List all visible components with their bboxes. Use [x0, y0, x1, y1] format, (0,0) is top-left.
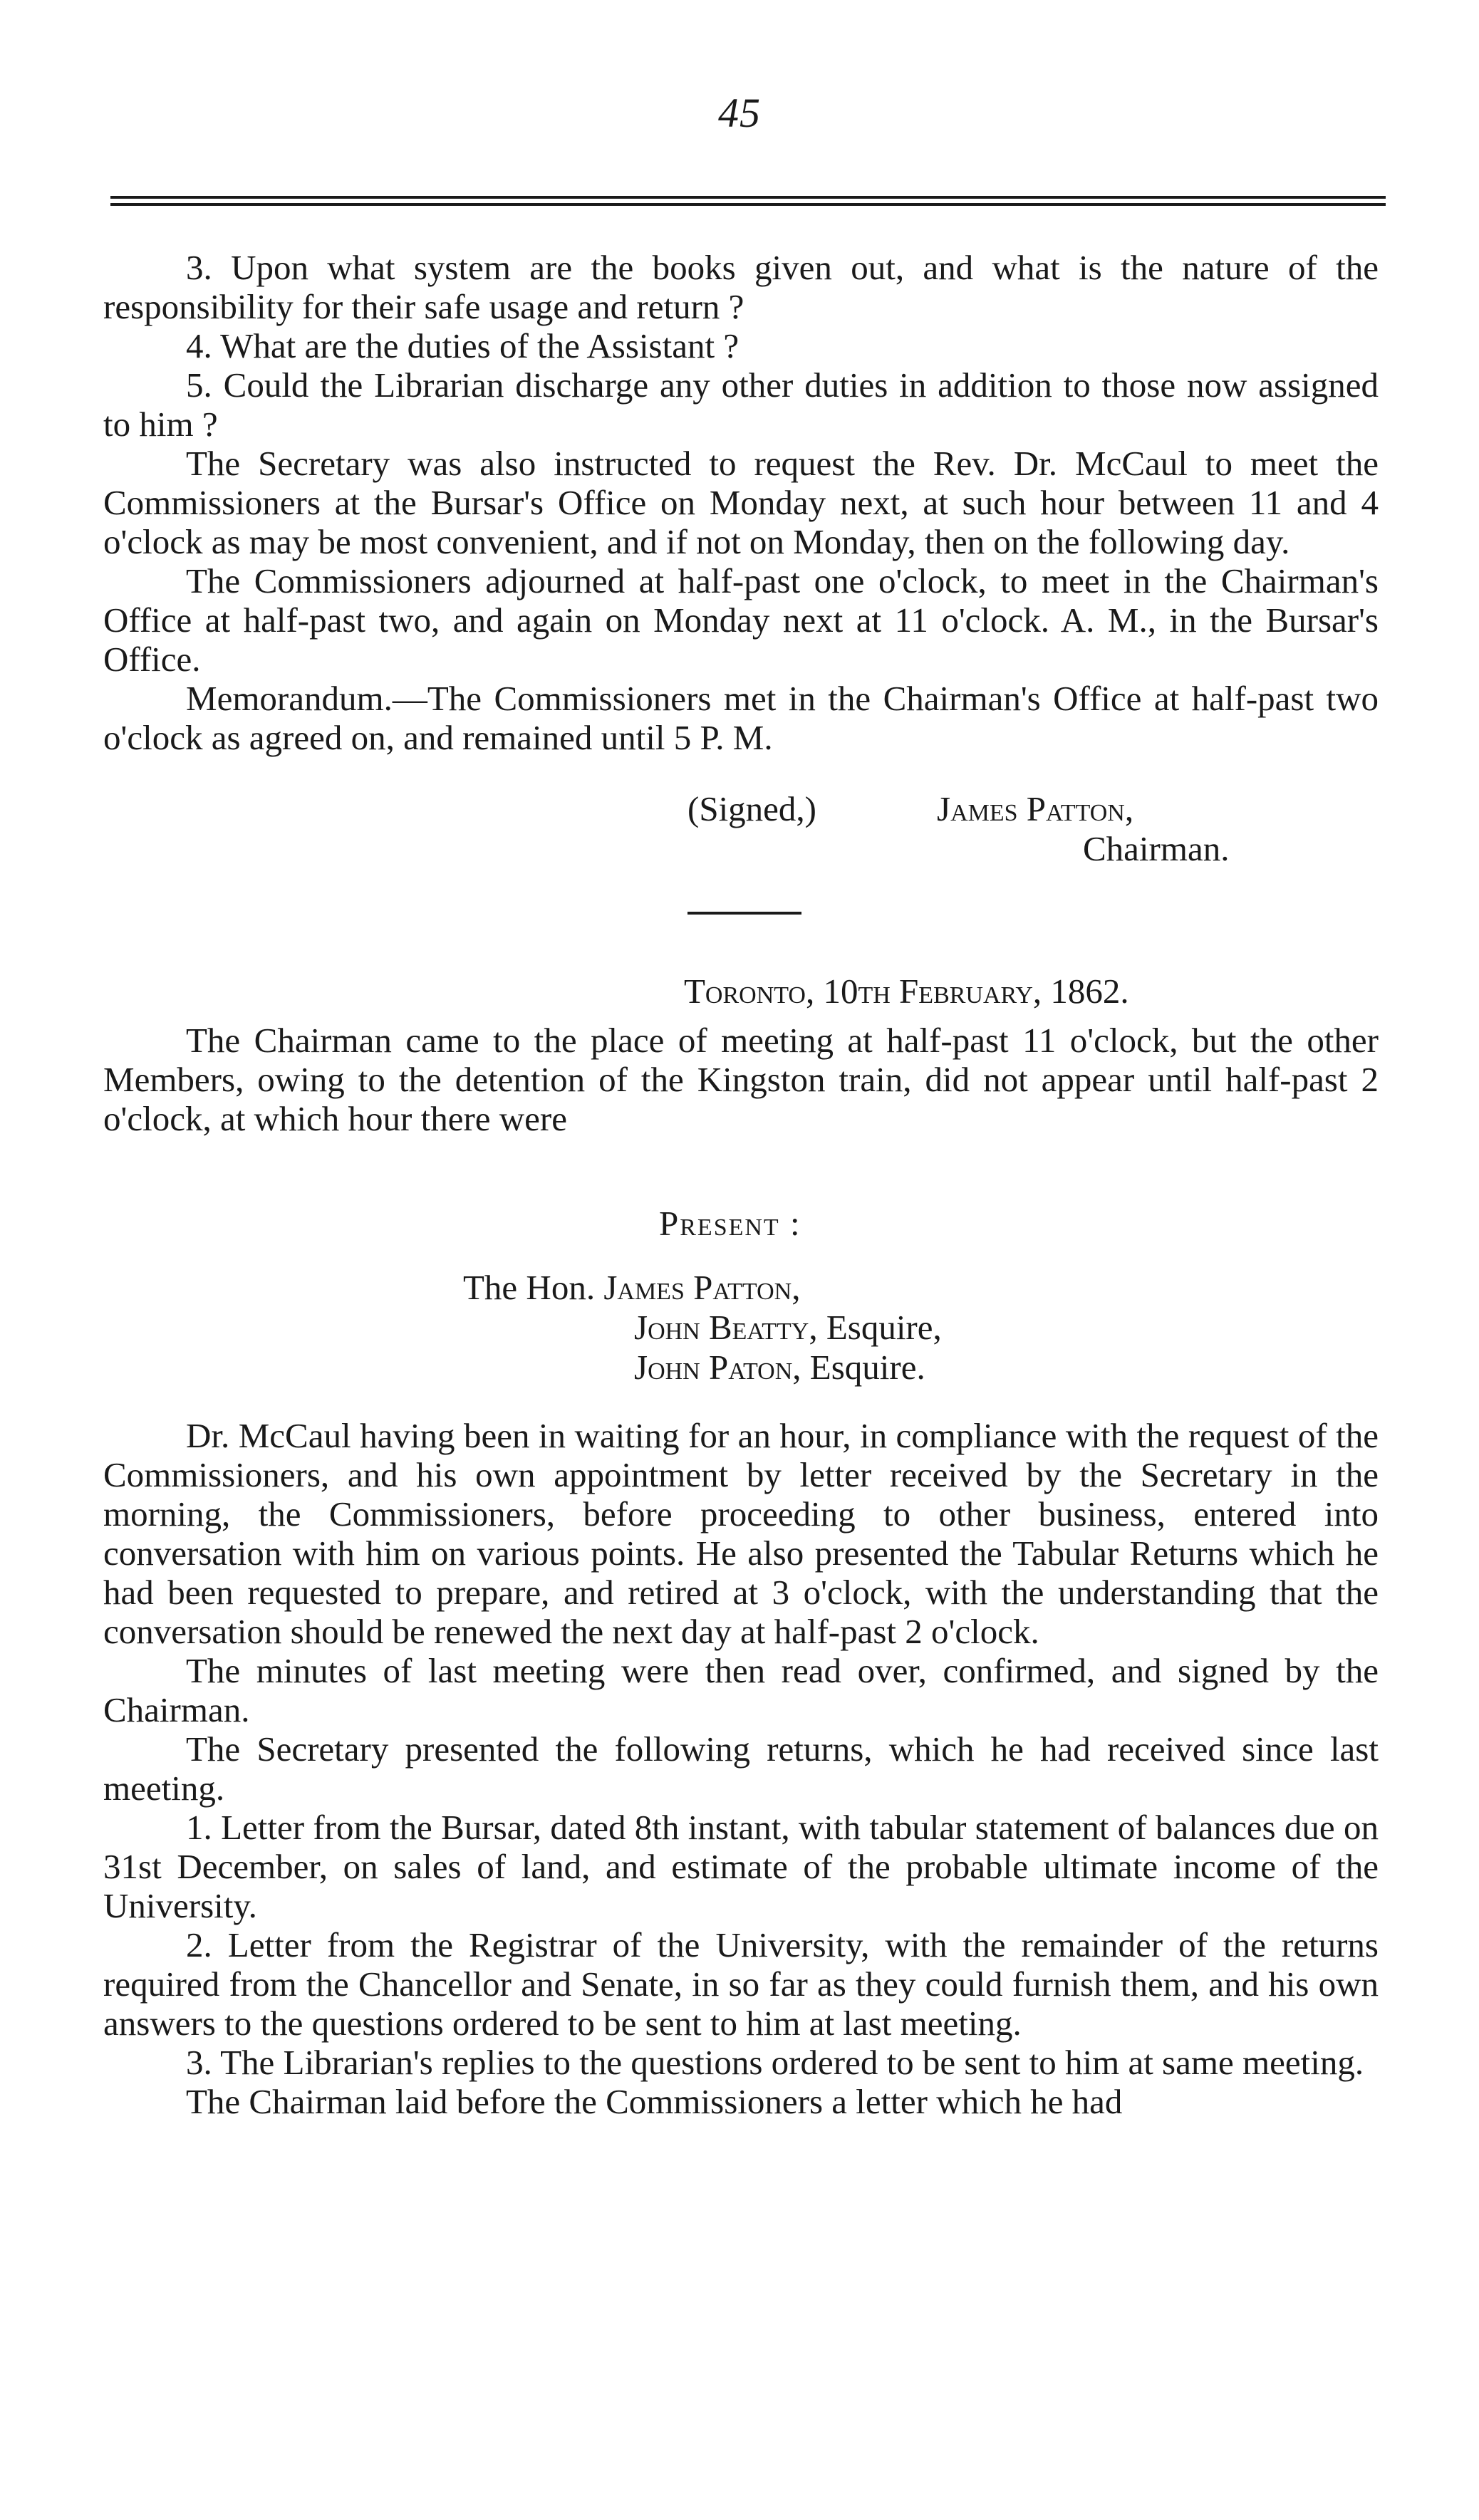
- paragraph-question-3: 3. Upon what system are the books given out, and what is the nature of the responsibility for their safe usage and return ?: [103, 248, 1379, 326]
- member-name: James Patton: [603, 1268, 792, 1307]
- member-suffix: , Esquire,: [809, 1308, 942, 1347]
- paragraph-minutes: The minutes of last meeting were then read over, confirmed, and signed by the Chairman.: [103, 1651, 1379, 1729]
- signed-label: (Signed,): [687, 789, 816, 828]
- paragraph-secretary-instruction: The Secretary was also instructed to request the Rev. Dr. McCaul to meet the Commissioners at the Bursar's Office on Monday next, at such hour between 11 and 4 o'clock as may be most convenient, and if not on Monday, then on the following day.: [103, 444, 1379, 561]
- body-text: [103, 248, 1379, 2121]
- section-divider: [687, 912, 801, 915]
- page-number: 45: [718, 90, 761, 136]
- header-double-rule: [110, 196, 1386, 206]
- signer-name: James Patton,: [937, 789, 1134, 828]
- member-suffix: ,: [792, 1268, 801, 1307]
- present-member: [634, 1308, 942, 1347]
- dateline: [103, 972, 1379, 1011]
- paragraph-adjournment: The Commissioners adjourned at half-past one o'clock, to meet in the Chairman's Office at half-past two, and again on Monday next at 11 o'clock. A. M., in the Bursar's Office.: [103, 561, 1379, 679]
- member-prefix: The Hon.: [463, 1268, 604, 1307]
- paragraph-question-4: 4. What are the duties of the Assistant ?: [186, 326, 740, 365]
- paragraph-meeting-start: The Chairman came to the place of meeting at half-past 11 o'clock, but the other Members, owing to the detention of the Kingston train, did not appear until half-past 2 o'clock, at which hour there were: [103, 1021, 1379, 1138]
- paragraph-memorandum: Memorandum.—The Commissioners met in the Chairman's Office at half-past two o'clock as agreed on, and remained until 5 P. M.: [103, 679, 1379, 757]
- signature-block: [103, 789, 1379, 869]
- dateline-text: Toronto, 10th February, 1862.: [684, 972, 1129, 1011]
- paragraph-mccaul-waiting: Dr. McCaul having been in waiting for an hour, in compliance with the request of the Commissioners, and his own appointment by letter received by the Secretary in the morning, the Commissioners, before proceeding to other business, entered into conversation with him on various points. He also presented the Tabular Returns which he had been requested to prepare, and retired at 3 o'clock, with the understanding that the conversation should be renewed the next day at half-past 2 o'clock.: [103, 1416, 1379, 1651]
- present-member: [634, 1348, 925, 1387]
- paragraph-return-1: 1. Letter from the Bursar, dated 8th instant, with tabular statement of balances due on 31st December, on sales of land, and estimate of the probable ultimate income of the University.: [103, 1808, 1379, 1925]
- present-heading: Present :: [659, 1204, 801, 1243]
- present-list: [103, 1268, 1379, 1387]
- present-member: [463, 1268, 800, 1307]
- paragraph-return-3: 3. The Librarian's replies to the questions ordered to be sent to him at same meeting.: [186, 2043, 1364, 2082]
- paragraph-return-2: 2. Letter from the Registrar of the University, with the remainder of the returns required from the Chancellor and Senate, in so far as they could furnish them, and his own answers to the questions ordered to be sent to him at last meeting.: [103, 1925, 1379, 2043]
- member-name: John Paton: [634, 1348, 793, 1387]
- member-suffix: , Esquire.: [792, 1348, 925, 1387]
- member-name: John Beatty: [634, 1308, 809, 1347]
- paragraph-chairman-letter: The Chairman laid before the Commissioners a letter which he had: [186, 2082, 1123, 2121]
- paragraph-question-5: 5. Could the Librarian discharge any other duties in addition to those now assigned to him ?: [103, 365, 1379, 444]
- paragraph-secretary-returns: The Secretary presented the following returns, which he had received since last meeting.: [103, 1729, 1379, 1808]
- signer-title: Chairman.: [1083, 829, 1230, 868]
